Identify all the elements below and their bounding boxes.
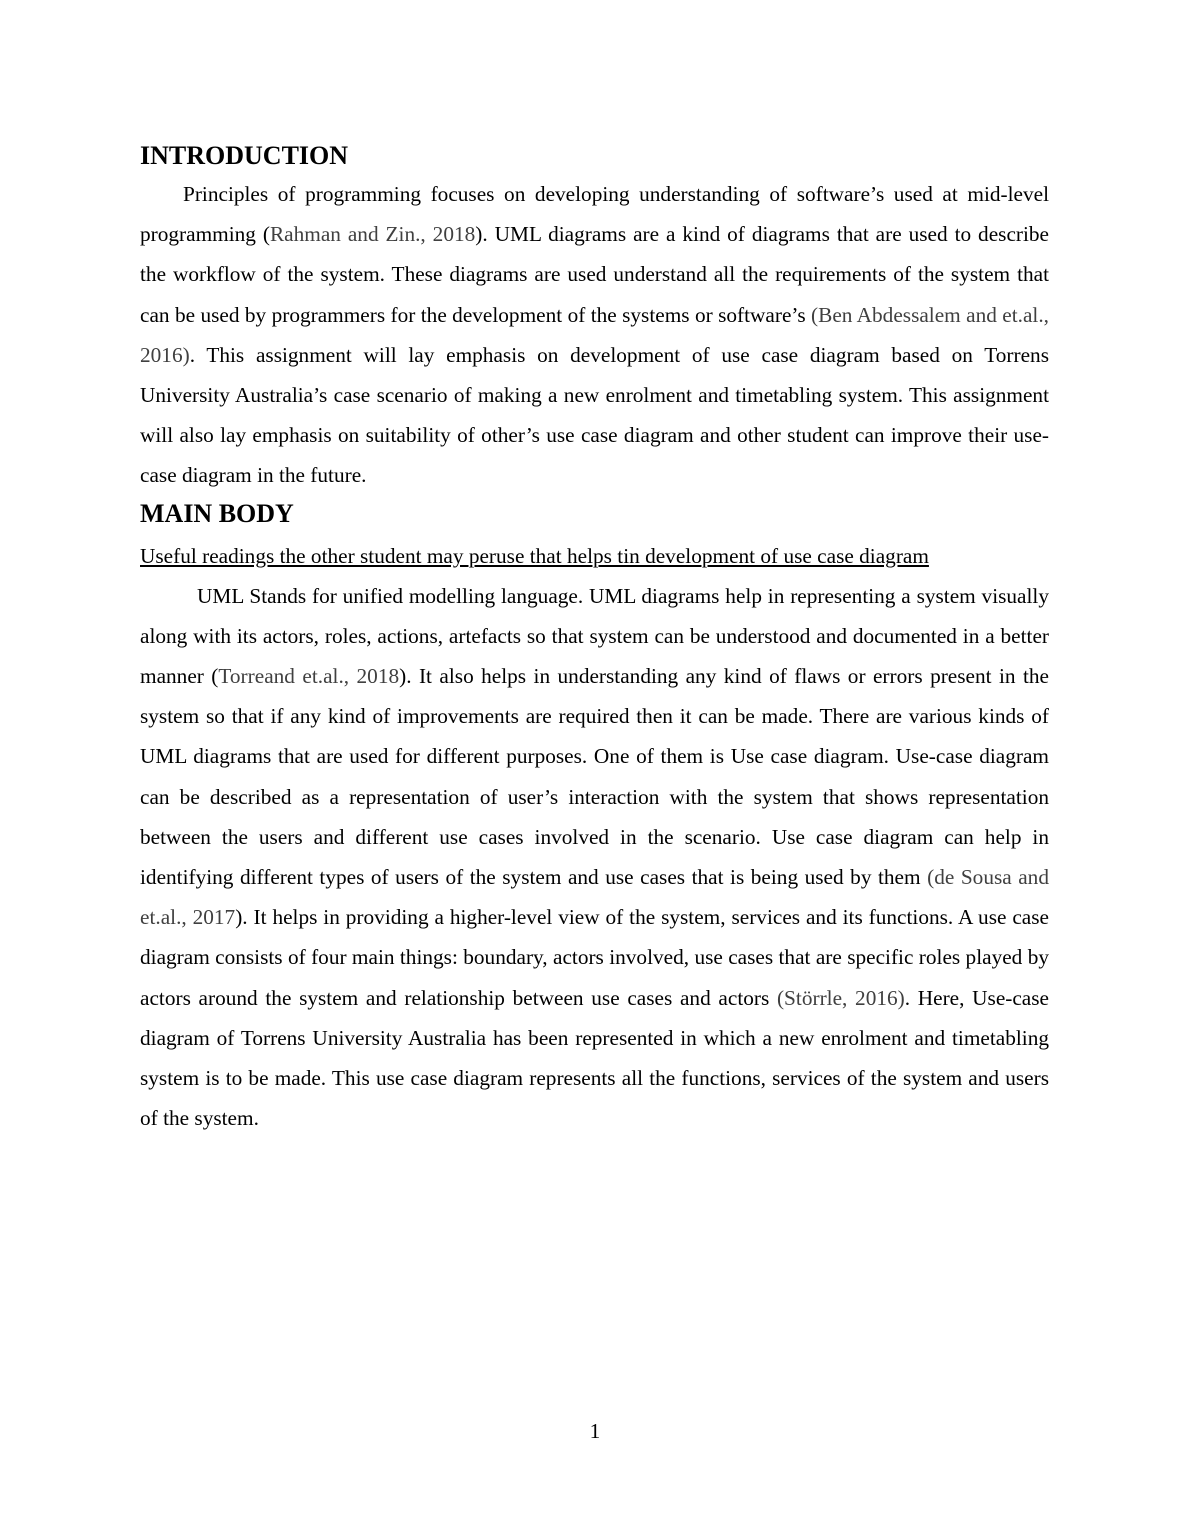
introduction-paragraph — [140, 174, 1049, 496]
page-number: 1 — [589, 1419, 601, 1443]
paragraph-text: Principles of programming focuses on developing understanding of software’s used at mid-level programming ( — [140, 182, 1049, 247]
citation: (Ben Abdessalem and et.al., 2016) — [140, 302, 1050, 367]
citation: Rahman and Zin., 2018 — [269, 222, 476, 247]
page-content — [140, 138, 1049, 1138]
main-body-subheading: Useful readings the other student may peruse that helps tin development of use case diagram — [140, 543, 929, 568]
paragraph-text: UML Stands for unified modelling language. UML diagrams help in representing a system visually along with its actors, roles, actions, artefacts so that system can be understood and documented in a better manner ( — [140, 583, 1049, 689]
citation: (de Sousa and et.al., 2017 — [140, 865, 1049, 930]
paragraph-text: . This assignment will lay emphasis on development of use case diagram based on Torrens University Australia’s case scenario of making a new enrolment and timetabling system. This assignment will also lay emphasis on suitability of other’s use case diagram and other student can improve their use-case diagram in the future. — [140, 342, 1049, 488]
paragraph-text: . Here, Use-case diagram of Torrens University Australia has been represented in which a new enrolment and timetabling system is to be made. This use case diagram represents all the functions, services of the system and users of the system. — [140, 985, 1050, 1131]
main-body-heading: MAIN BODY — [140, 498, 294, 528]
citation: Torreand et.al., 2018 — [218, 664, 400, 689]
introduction-heading: INTRODUCTION — [140, 141, 349, 170]
main-body-paragraph — [140, 576, 1049, 1139]
paragraph-text: ). It helps in providing a higher-level view of the system, services and its functions. A use case diagram consists of four main things: boundary, actors involved, use cases that are specific roles played by actors around the system and relationship between use cases and actors — [140, 905, 1049, 1010]
paragraph-text: ). UML diagrams are a kind of diagrams that are used to describe the workflow of the system. These diagrams are used understand all the requirements of the system that can be used by programmers for the development of the systems or software’s — [140, 222, 1050, 327]
citation: (Störrle, 2016) — [776, 985, 905, 1010]
paragraph-text: ). It also helps in understanding any kind of flaws or errors present in the system so that if any kind of improvements are required then it can be made. There are various kinds of UML diagrams that are used for different purposes. One of them is Use case diagram. Use-case diagram can be described as a representation of user’s interaction with the system that shows representation between the users and different use cases involved in the scenario. Use case diagram can help in identifying different types of users of the system and use cases that is being used by them — [140, 664, 1050, 890]
